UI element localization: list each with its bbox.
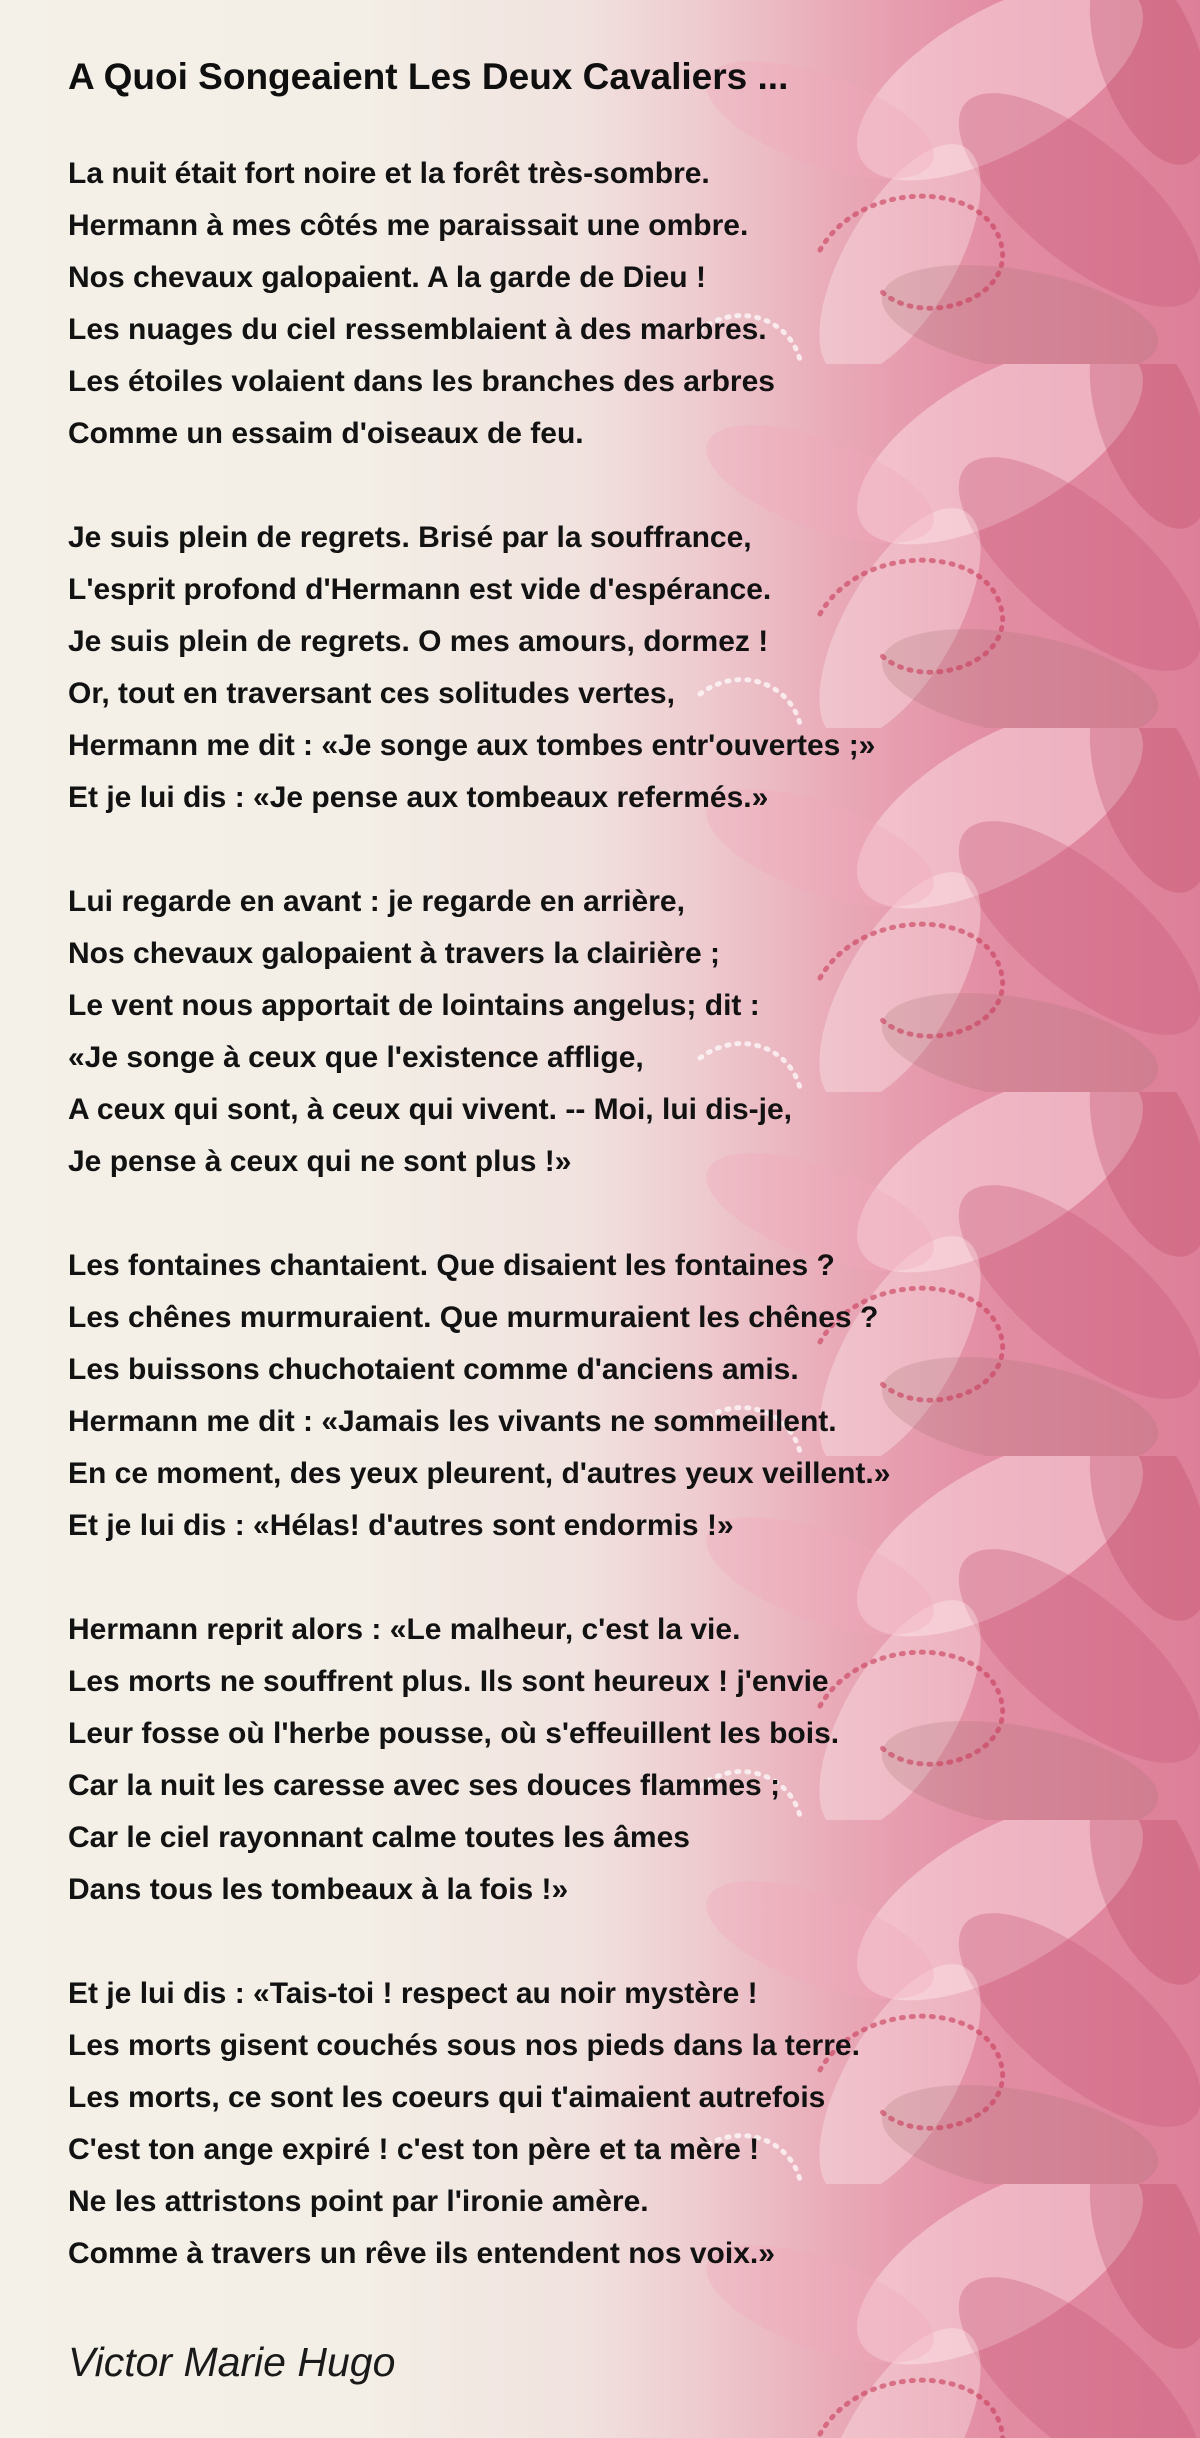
poem-line: «Je songe à ceux que l'existence afflige, [68,1041,644,1074]
stanza-5 [68,1604,1128,1916]
poem-line: Je suis plein de regrets. O mes amours, dormez ! [68,625,769,658]
poem-line: Comme un essaim d'oiseaux de feu. [68,417,584,450]
poem-line: Comme à travers un rêve ils entendent nos voix.» [68,2237,775,2270]
poem-line: Les fontaines chantaient. Que disaient les fontaines ? [68,1249,835,1282]
poem-line: Les morts, ce sont les coeurs qui t'aimaient autrefois [68,2081,826,2114]
poem-line: Lui regarde en avant : je regarde en arrière, [68,885,685,918]
poem-line: Or, tout en traversant ces solitudes vertes, [68,677,675,710]
poem-line: Les étoiles volaient dans les branches des arbres [68,365,775,398]
poem-line: Les morts gisent couchés sous nos pieds dans la terre. [68,2029,860,2062]
poem-line: Je pense à ceux qui ne sont plus !» [68,1145,572,1178]
poem-line: Les morts ne souffrent plus. Ils sont heureux ! j'envie [68,1665,829,1698]
poem-line: Leur fosse où l'herbe pousse, où s'effeuillent les bois. [68,1717,840,1750]
poem-line: Et je lui dis : «Tais-toi ! respect au noir mystère ! [68,1977,758,2010]
poem-line: C'est ton ange expiré ! c'est ton père et ta mère ! [68,2133,760,2166]
poem-line: La nuit était fort noire et la forêt très-sombre. [68,157,710,190]
stanza-3 [68,876,1128,1188]
poem-line: Les nuages du ciel ressemblaient à des marbres. [68,313,767,346]
poem-line: Les chênes murmuraient. Que murmuraient les chênes ? [68,1301,879,1334]
poem-line: Je suis plein de regrets. Brisé par la souffrance, [68,521,752,554]
poem-line: Hermann à mes côtés me paraissait une ombre. [68,209,749,242]
poem-line: L'esprit profond d'Hermann est vide d'espérance. [68,573,772,606]
poem-line: En ce moment, des yeux pleurent, d'autres yeux veillent.» [68,1457,891,1490]
poem-line: A ceux qui sont, à ceux qui vivent. -- Moi, lui dis-je, [68,1093,792,1126]
stanza-2 [68,512,1128,824]
poem-line: Le vent nous apportait de lointains angelus; dit : [68,989,760,1022]
poem-line: Car le ciel rayonnant calme toutes les âmes [68,1821,690,1854]
poem-author: Victor Marie Hugo [68,2339,396,2385]
stanza-6 [68,1968,1128,2280]
stanza-1 [68,148,1128,460]
poem-line: Et je lui dis : «Je pense aux tombeaux refermés.» [68,781,769,814]
poem-line: Les buissons chuchotaient comme d'anciens amis. [68,1353,799,1386]
poem-line: Nos chevaux galopaient à travers la clairière ; [68,937,720,970]
poem-line: Hermann me dit : «Jamais les vivants ne sommeillent. [68,1405,837,1438]
poem-line: Dans tous les tombeaux à la fois !» [68,1873,569,1906]
stanza-4 [68,1240,1128,1552]
poem-line: Car la nuit les caresse avec ses douces flammes ; [68,1769,781,1802]
poem-line: Ne les attristons point par l'ironie amère. [68,2185,649,2218]
poem-line: Et je lui dis : «Hélas! d'autres sont endormis !» [68,1509,734,1542]
poem-title: A Quoi Songeaient Les Deux Cavaliers ... [68,56,789,97]
poem-line: Hermann reprit alors : «Le malheur, c'est la vie. [68,1613,741,1646]
poem-line: Hermann me dit : «Je songe aux tombes entr'ouvertes ;» [68,729,876,762]
poem-line: Nos chevaux galopaient. A la garde de Dieu ! [68,261,706,294]
